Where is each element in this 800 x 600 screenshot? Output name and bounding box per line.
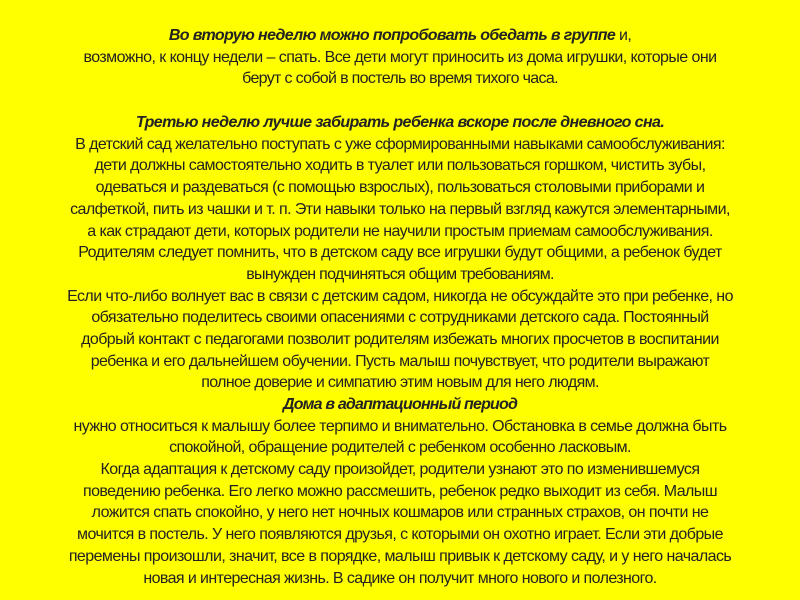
paragraph-text: ребенка и его дальнейшем обучении. Пусть малыш почувствует, что родители выражают bbox=[90, 352, 710, 370]
text-line bbox=[0, 264, 800, 286]
paragraph-text: дети должны самостоятельно ходить в туалет или пользоваться горшком, чистить зубы, bbox=[94, 157, 706, 175]
paragraph-text: и, bbox=[615, 27, 632, 44]
paragraph-text: нужно относиться к малышу более терпимо и внимательно. Обстановка в семье должна быть bbox=[73, 417, 727, 435]
paragraph-text: обязательно поделитесь своими опасениями с сотрудниками детского сада. Постоянный bbox=[91, 309, 709, 327]
section-heading: Во вторую неделю можно попробовать обедать в группе bbox=[168, 27, 616, 44]
text-line bbox=[0, 502, 800, 524]
section-heading: Третью неделю лучше забирать ребенка вскоре после дневного сна. bbox=[135, 114, 665, 132]
paragraph-text: берут с собой в постель во время тихого часа. bbox=[242, 70, 558, 88]
text-line bbox=[0, 351, 800, 373]
text-line bbox=[0, 437, 800, 459]
text-line bbox=[0, 416, 800, 438]
text-line bbox=[0, 155, 800, 177]
paragraph-text: Когда адаптация к детскому саду произойдет, родители узнают это по изменившемуся bbox=[100, 461, 700, 479]
text-line bbox=[0, 307, 800, 329]
paragraph-text: ложится спать спокойно, у него нет ночных кошмаров или странных страхов, он почти не bbox=[91, 504, 709, 522]
text-line bbox=[0, 199, 800, 221]
paragraph-text: салфеткой, пить из чашки и т. п. Эти навыки только на первый взгляд кажутся элементарными, bbox=[70, 200, 730, 218]
paragraph-text: возможно, к концу недели – спать. Все дети могут приносить из дома игрушки, которые они bbox=[83, 48, 717, 66]
text-line bbox=[0, 524, 800, 546]
paragraph-text: одеваться и раздеваться (с помощью взрослых), пользоваться столовыми приборами и bbox=[95, 179, 705, 197]
text-line bbox=[0, 546, 800, 568]
text-line bbox=[0, 221, 800, 243]
text-line bbox=[0, 568, 800, 590]
paragraph-text: добрый контакт с педагогами позволит родителям избежать многих просчетов в воспитании bbox=[81, 330, 719, 348]
paragraph-text: вынужден подчиняться общим требованиям. bbox=[246, 265, 554, 283]
text-line bbox=[0, 459, 800, 481]
heading-line bbox=[0, 25, 800, 47]
text-line bbox=[0, 134, 800, 156]
paragraph-text: поведению ребенка. Его легко можно рассмешить, ребенок редко выходит из себя. Малыш bbox=[82, 482, 717, 500]
paragraph-text: полное доверие и симпатию этим новым для него людям. bbox=[201, 374, 599, 392]
paragraph-text: мочится в постель. У него появляются друзья, с которыми он охотно играет. Если эти добрые bbox=[77, 526, 723, 544]
paragraph-text: Родителям следует помнить, что в детском саду все игрушки будут общими, а ребенок будет bbox=[78, 244, 722, 262]
paragraph-text: а как страдают дети, которых родители не научили простым приемам самообслуживания. bbox=[87, 222, 713, 240]
heading-line bbox=[0, 112, 800, 134]
paragraph-text: новая и интересная жизнь. В садике он получит много нового и полезного. bbox=[143, 569, 657, 587]
text-line bbox=[0, 47, 800, 69]
paragraph-text: Если что-либо волнует вас в связи с детским садом, никогда не обсуждайте это при ребенке, но bbox=[67, 287, 733, 305]
text-line bbox=[0, 90, 800, 112]
paragraph-text: спокойной, обращение родителей с ребенком особенно ласковым. bbox=[169, 439, 631, 457]
text-line bbox=[0, 372, 800, 394]
text-line bbox=[0, 286, 800, 308]
paragraph-text: перемены произошли, значит, все в порядке, малыш привык к детскому саду, и у него началась bbox=[68, 547, 732, 565]
text-line bbox=[0, 481, 800, 503]
section-heading: Дома в адаптационный период bbox=[282, 396, 518, 413]
text-line bbox=[0, 242, 800, 264]
heading-line bbox=[0, 394, 800, 416]
text-line bbox=[0, 329, 800, 351]
text-line bbox=[0, 68, 800, 90]
paragraph-text: В детский сад желательно поступать с уже сформированными навыками самообслуживания: bbox=[75, 135, 725, 153]
slide-text-body bbox=[0, 25, 800, 589]
text-line bbox=[0, 177, 800, 199]
